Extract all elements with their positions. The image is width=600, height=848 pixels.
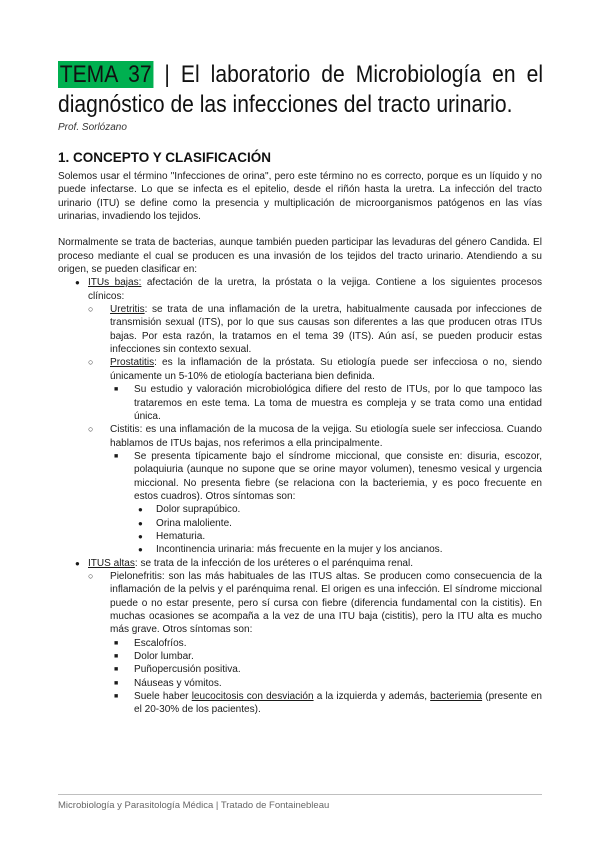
intro-paragraph-1: Solemos usar el término "Infecciones de orina", pero este término no es correcto, porque es un líquido y no puede infectarse. Lo que se infecta es el epitelio, desde el riñón hasta la uretra. La infección del tracto urinario (ITU) se define como la presencia y multiplicación de microorganismos patógenos en las vías urinarias, invadiendo los tejidos. — [58, 171, 542, 223]
bullet-dot-icon: ● — [75, 278, 80, 288]
uretritis-label: Uretritis — [110, 304, 145, 316]
list-item-itus-altas — [58, 557, 542, 717]
bajas-sublist — [88, 303, 542, 557]
prostatitis-sublist — [110, 383, 542, 423]
leucocitosis-term: leucocitosis con desviación — [191, 691, 314, 703]
page-footer: Microbiología y Parasitología Médica | Tratado de Fontainebleau — [58, 800, 330, 811]
title-block — [58, 60, 543, 133]
title-text: | El laboratorio de Microbiología en el diagnóstico de las infecciones del tracto urinario. — [58, 61, 544, 118]
list-item-prostatitis — [88, 356, 542, 423]
author: Prof. Sorlózano — [58, 122, 127, 133]
symptom-item: ● Orina maloliente. — [138, 517, 232, 529]
bullet-dot-icon: ● — [138, 545, 143, 555]
cistitis-sublist — [110, 450, 542, 557]
bullet-square-icon: ■ — [114, 693, 119, 701]
section-heading: 1. CONCEPTO Y CLASIFICACIÓN — [58, 150, 272, 165]
bullet-square-icon: ■ — [114, 639, 119, 647]
pielonefritis-symptoms-list — [110, 637, 542, 717]
list-item-uretritis — [88, 303, 542, 356]
itus-altas-text: : se trata de la infección de los uréteres o el parénquima renal. — [134, 557, 414, 569]
bullet-square-icon: ■ — [114, 666, 119, 674]
body-content — [58, 170, 542, 717]
intro-paragraph-2: Normalmente se trata de bacterias, aunque también pueden participar las levaduras del género Candida. El proceso mediante el cual se producen es una invasión de los tejidos del tracto urinario. Atendiendo a su origen, se pueden clasificar en: — [58, 237, 542, 276]
list-item-cistitis — [88, 423, 542, 556]
symptom-item: ■ Escalofríos. — [114, 637, 187, 649]
symptom-item: ■ Dolor lumbar. — [114, 651, 194, 663]
uretritis-text: : se trata de una inflamación de la uretra, habitualmente causada por infecciones de transmisión sexual (ITS), por lo que sus causas son diferentes a las que producen otras ITUs bajas. Por esta razón, la tratamos en el tema 39 (ITS). Aún así, se pueden producir estas infecciones sin contexto sexual. — [110, 304, 542, 356]
cistitis-symptoms-list — [134, 503, 542, 556]
bullet-dot-icon: ● — [138, 505, 143, 515]
bullet-circle-icon: ○ — [88, 304, 94, 315]
bullet-square-icon: ■ — [114, 452, 119, 460]
list-item-itus-bajas — [58, 276, 542, 556]
bullet-dot-icon: ● — [138, 531, 143, 541]
bullet-dot-icon: ● — [138, 518, 143, 528]
prostatitis-text: : es la inflamación de la próstata. Su etiología puede ser infecciosa o no, siendo únicamente un 5-10% de etiología bacteriana bien definida. — [110, 357, 542, 382]
symptom-item: ■ Puñopercusión positiva. — [114, 664, 241, 676]
symptom-item: ● Incontinencia urinaria: más frecuente en la mujer y los ancianos. — [138, 544, 443, 556]
pielonefritis-text: Pielonefritis: son las más habituales de las ITUS altas. Se producen como consecuencia de la inflamación de la pelvis y el parénquima renal. El origen es una infección. El síndrome miccional puede o no estar presente, pero sí cursa con fiebre (diferencia fundamental con la cistitis). En muchas ocasiones se acompaña a la vez de una ITU baja (cistitis), pero la ITU alta es mucho más grave. Otros síntomas son: — [110, 570, 542, 636]
symptom-item: ● Dolor suprapúbico. — [138, 504, 241, 516]
bullet-square-icon: ■ — [114, 386, 119, 394]
prostatitis-label: Prostatitis — [110, 357, 155, 369]
bullet-square-icon: ■ — [114, 679, 119, 687]
list-item-cistitis-detail — [110, 450, 542, 557]
itus-bajas-label: ITUs bajas: — [88, 277, 142, 289]
symptom-item: ■ Suele haber leucocitosis con desviación a la izquierda y además, bacteriemia (presente en el 20-30% de los pacientes). — [114, 691, 543, 716]
cistitis-detail: Se presenta típicamente bajo el síndrome miccional, que consiste en: disuria, escozor, polaquiuria (aunque no supone que se orine mayor volumen), tenesmo vesical y urgencia miccional. No presenta fiebre (se relaciona con la bacteriemia, y es poco frecuente en estos cuadros). Otros síntomas son: — [134, 450, 542, 502]
classification-list — [58, 276, 542, 716]
bullet-dot-icon: ● — [75, 558, 80, 568]
page-title — [58, 60, 543, 120]
itus-altas-label: ITUS altas — [88, 557, 135, 569]
altas-sublist — [88, 570, 542, 717]
prostatitis-detail: Su estudio y valoración microbiológica difiere del resto de ITUs, por lo que tampoco las trataremos en este tema. La toma de muestra es compleja y se trata como una entidad única. — [134, 384, 542, 422]
topic-tag: TEMA 37 — [59, 61, 152, 88]
itus-bajas-text: afectación de la uretra, la próstata o la vejiga. Contiene a los siguientes procesos clínicos: — [88, 277, 543, 302]
symptom-item: ● Hematuria. — [138, 530, 206, 542]
footer-divider — [58, 794, 542, 795]
symptom-item: ■ Náuseas y vómitos. — [114, 677, 222, 689]
bullet-circle-icon: ○ — [88, 357, 94, 368]
bullet-circle-icon: ○ — [88, 570, 94, 581]
bacteriemia-term: bacteriemia — [430, 691, 483, 703]
bullet-square-icon: ■ — [114, 653, 119, 661]
list-item-prostatitis-detail — [110, 383, 542, 423]
cistitis-text: Cistitis: es una inflamación de la mucosa de la vejiga. Su etiología suele ser infecciosa. Cuando hablamos de ITUs bajas, nos referimos a ella principalmente. — [110, 424, 542, 449]
bullet-circle-icon: ○ — [88, 424, 94, 435]
list-item-pielonefritis — [88, 570, 542, 717]
